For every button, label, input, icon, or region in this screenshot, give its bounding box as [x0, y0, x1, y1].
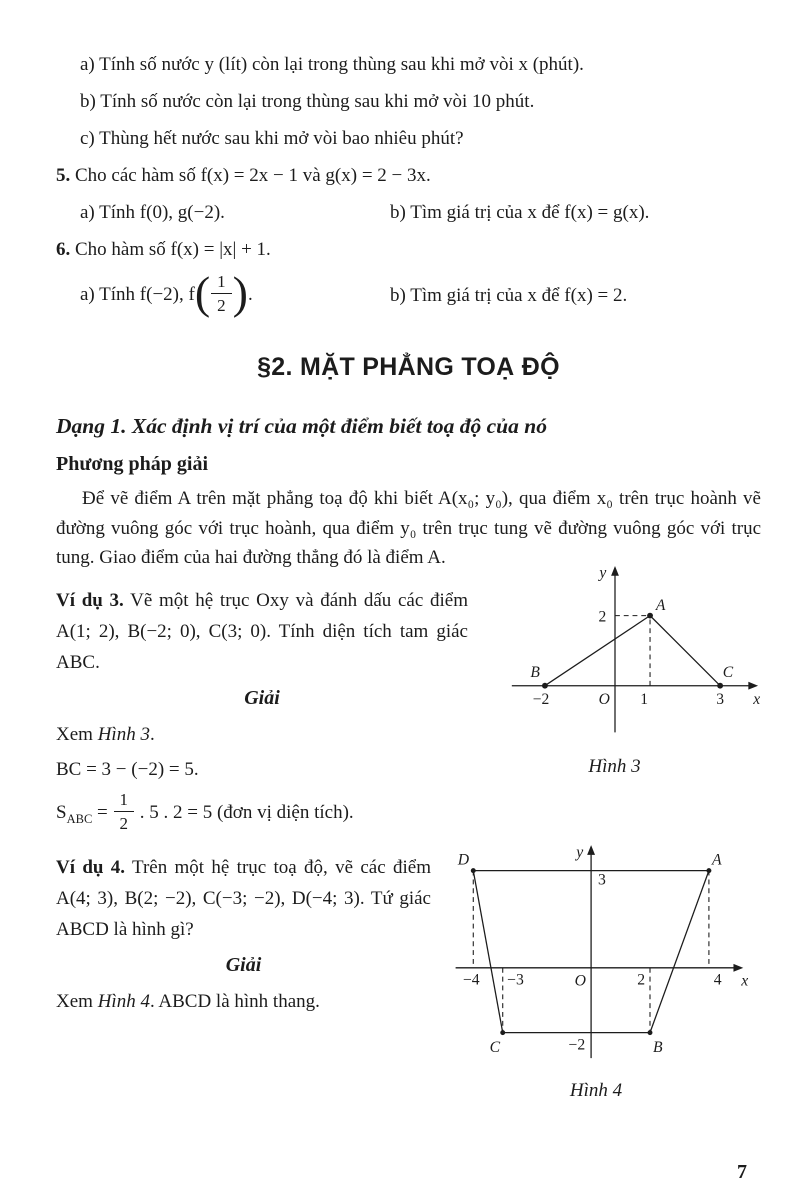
exercise-5-part-b: b) Tìm giá trị của x để f(x) = g(x).: [390, 202, 650, 223]
fig4-tick-minus3: −3: [507, 971, 524, 989]
fig4-label-x: x: [741, 972, 749, 990]
figure-hinh-4: [434, 840, 758, 1076]
fig3-edge-AC: [650, 615, 720, 685]
area-rest: . 5 . 2 = 5 (đơn vị diện tích).: [135, 801, 354, 823]
example-4-statement: [56, 852, 431, 945]
example-4-giai: Giải: [225, 954, 262, 977]
exercise-5-part-a: a) Tính f(0), g(−2).: [80, 202, 225, 223]
see-suffix: . ABCD là hình thang.: [149, 991, 320, 1013]
dang1-title: Dạng 1. Xác định vị trí của một điểm biết toạ độ của nó: [56, 414, 547, 438]
fig4-label-D: D: [457, 852, 470, 870]
close-paren: ): [232, 266, 248, 318]
fig4-label-O: O: [574, 972, 586, 990]
fig4-label-C: C: [489, 1039, 501, 1057]
example-3-bc-line: BC = 3 − (−2) = 5.: [56, 758, 199, 780]
fig4-point-A: [706, 868, 711, 873]
fig3-tick-3: 3: [715, 690, 724, 708]
fig4-point-C: [500, 1030, 505, 1035]
fraction-denominator: 2: [217, 296, 226, 315]
exercise-5: [56, 157, 761, 194]
exercise-6-part-a-suffix: .: [247, 283, 253, 305]
fig4-x-arrow: [733, 964, 743, 972]
example-3-see-figure: [56, 717, 468, 752]
fig4-label-B: B: [653, 1039, 663, 1057]
fig4-tick-minus2: −2: [568, 1036, 586, 1054]
example-4-body: Trên một hệ trục toạ độ, vẽ các điểm A(4; 3), B(2; −2), C(−3; −2), D(−4; 3). Tứ giác ABCD là hình gì?: [56, 857, 431, 941]
figure-4-column: [431, 840, 761, 1102]
example-3-text-column: [56, 585, 468, 841]
exercise-5-number: 5.: [56, 165, 71, 186]
figure-4-reference: Hình 4: [97, 991, 150, 1013]
fig3-label-B: B: [529, 663, 540, 681]
fig4-tick-2: 2: [637, 971, 646, 989]
fig3-label-O: O: [598, 690, 610, 708]
figure-3-column: [468, 561, 761, 841]
fig3-edge-BA: [544, 615, 649, 685]
exercise-6: [56, 231, 761, 268]
example-3-label: Ví dụ 3.: [56, 589, 124, 611]
fig3-tick-minus2: −2: [532, 690, 549, 708]
fig3-label-x: x: [752, 690, 760, 708]
fig4-edge-DC: [473, 871, 502, 1033]
fig3-label-C: C: [722, 663, 733, 681]
example-4-block: [56, 844, 761, 1102]
exercise-6-part-a: [80, 266, 390, 318]
fraction-denominator: 2: [119, 813, 128, 833]
method-text: Để vẽ điểm A trên mặt phẳng toạ độ khi biết A(x₀; y₀), qua điểm x₀ trên trục hoành vẽ đường vuông góc với trục hoành, qua điểm y₀ trên trục tung vẽ đường vuông góc với trục tung. Giao điểm của hai đường thẳng đó là điểm A.: [56, 488, 761, 568]
example-4-text-column: [56, 852, 431, 1102]
exercise-5-text: Cho các hàm số f(x) = 2x − 1 và g(x) = 2 − 3x.: [70, 165, 431, 186]
exercise-5-parts: [56, 194, 761, 231]
fraction-one-half: [114, 790, 135, 833]
fig3-point-A: [647, 612, 653, 618]
example-3-block: [56, 564, 761, 841]
fig3-y-arrow: [611, 565, 619, 575]
fig3-tick-2: 2: [597, 607, 606, 625]
fig4-y-arrow: [587, 845, 595, 855]
fig4-label-y: y: [576, 844, 584, 862]
see-suffix: .: [149, 723, 155, 745]
example-3-area-line: [56, 791, 468, 841]
exercise-6-number: 6.: [56, 239, 71, 260]
see-prefix: Xem: [56, 991, 98, 1013]
fraction-one-half: [211, 272, 232, 315]
fig3-point-C: [717, 682, 723, 688]
fraction-numerator: 1: [114, 790, 135, 812]
exercise-item-a: a) Tính số nước y (lít) còn lại trong thùng sau khi mở vòi x (phút).: [80, 54, 584, 75]
fig3-x-arrow: [748, 681, 758, 689]
open-paren: (: [194, 266, 211, 318]
equals: =: [92, 801, 113, 823]
example-4-label: Ví dụ 4.: [56, 857, 126, 879]
fig4-tick-4: 4: [713, 971, 722, 989]
fraction-numerator: 1: [211, 272, 232, 294]
s-symbol: S: [56, 801, 67, 823]
fig4-label-A: A: [711, 852, 722, 870]
fig4-point-B: [648, 1030, 653, 1035]
fig4-edge-AB: [650, 871, 709, 1033]
figure-hinh-3: [469, 561, 761, 752]
exercise-6-part-b: b) Tìm giá trị của x để f(x) = 2.: [390, 285, 628, 306]
s-subscript: ABC: [66, 811, 93, 826]
example-3-giai: Giải: [244, 686, 280, 709]
figure-3-reference: Hình 3: [97, 723, 150, 745]
exercise-item-b: b) Tính số nước còn lại trong thùng sau khi mở vòi 10 phút.: [80, 91, 535, 112]
page-number: 7: [737, 1161, 747, 1183]
example-3-body: Vẽ một hệ trục Oxy và đánh dấu các điểm A(1; 2), B(−2; 0), C(3; 0). Tính diện tích tam giác ABC.: [56, 589, 468, 673]
exercise-6-part-a-prefix: a) Tính f(−2), f: [80, 283, 195, 305]
fig3-label-A: A: [655, 596, 665, 614]
fig3-point-B: [542, 682, 548, 688]
exercise-item-c: c) Thùng hết nước sau khi mở vòi bao nhiêu phút?: [80, 128, 464, 149]
example-4-see-figure: [56, 984, 431, 1019]
fig3-label-y: y: [598, 564, 606, 582]
fig3-tick-1: 1: [639, 690, 648, 708]
figure-3-caption: Hình 3: [588, 755, 641, 777]
exercise-6-parts: [56, 266, 761, 318]
section-title: §2. MẶT PHẲNG TOẠ ĐỘ: [257, 353, 560, 381]
fig4-point-D: [471, 868, 476, 873]
exercise-6-text: Cho hàm số f(x) = |x| + 1.: [70, 239, 271, 260]
figure-4-caption: Hình 4: [569, 1080, 623, 1102]
see-prefix: Xem: [56, 723, 98, 745]
fig4-tick-3: 3: [597, 871, 606, 889]
example-3-statement: [56, 585, 468, 678]
method-label: Phương pháp giải: [56, 453, 209, 475]
fig4-tick-minus4: −4: [462, 971, 480, 989]
